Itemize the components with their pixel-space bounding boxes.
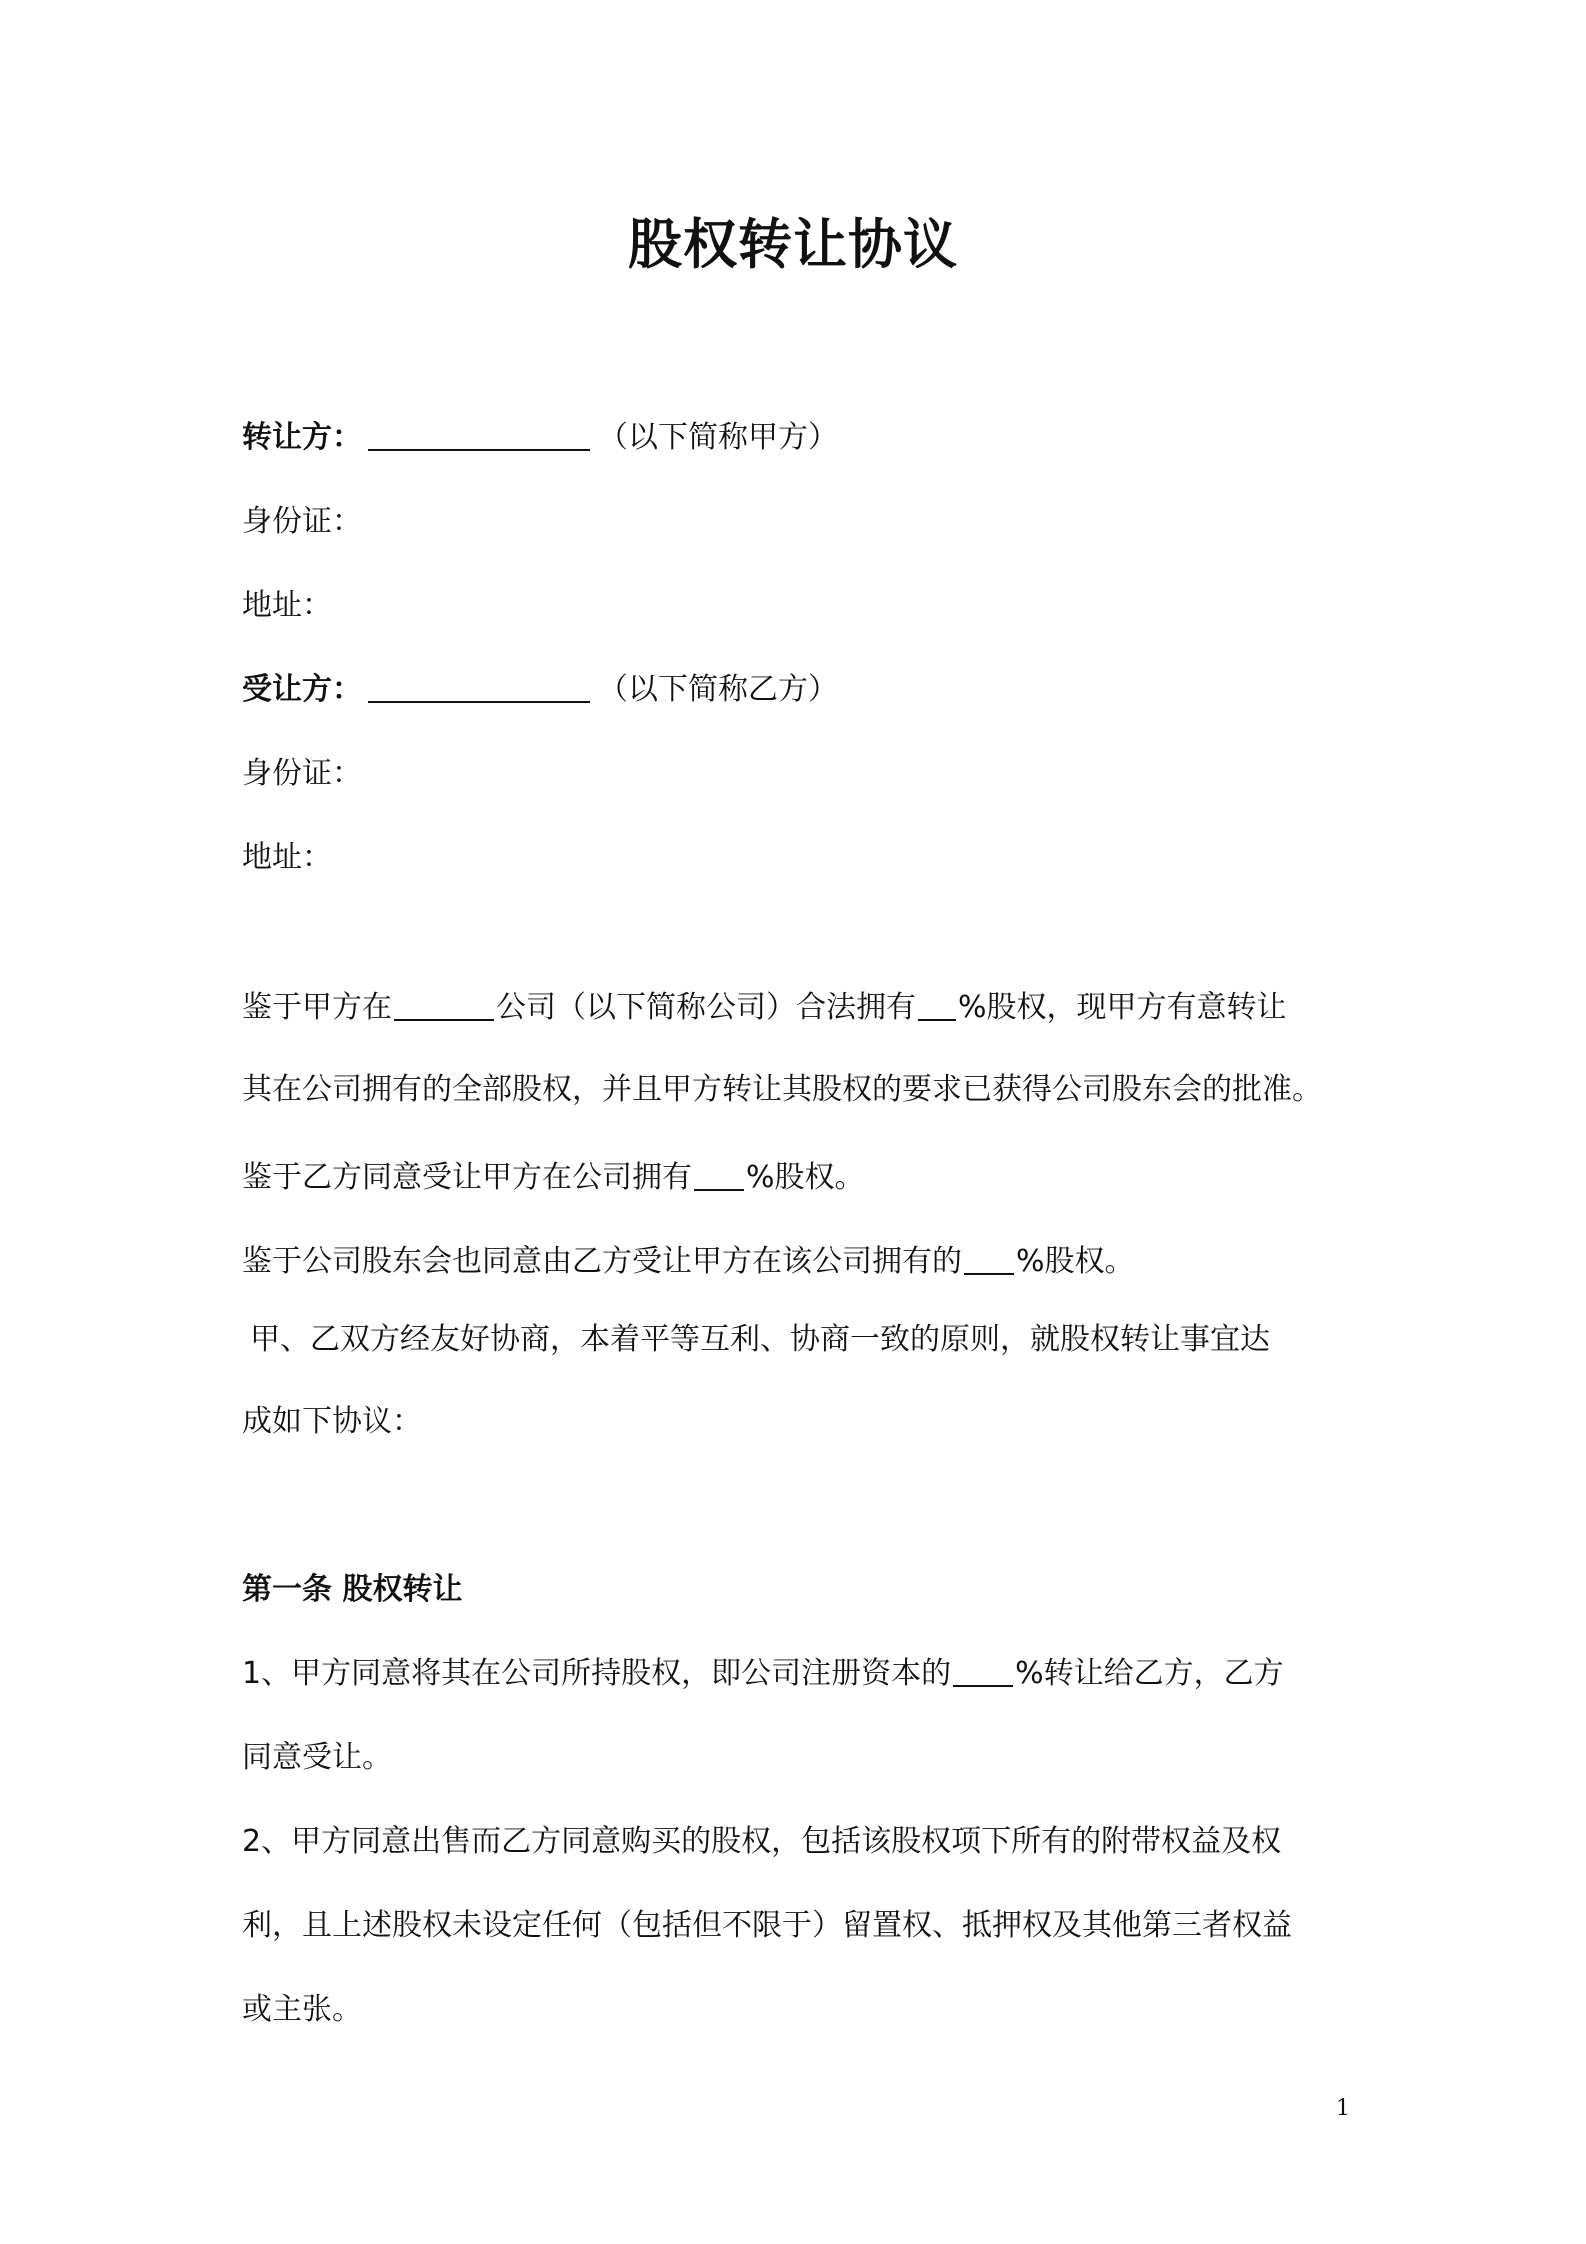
recital-1-text-a: 鉴于甲方在 — [242, 990, 392, 1025]
article-1-item-2-line-1 — [242, 1820, 1281, 1864]
transferee-suffix: （以下简称乙方） — [598, 672, 838, 707]
transferee-id-label: 身份证： — [242, 756, 362, 791]
transferee-name-blank — [368, 671, 590, 703]
transferor-line — [242, 416, 838, 460]
article-1-item-2-text-line1: 2、甲方同意出售而乙方同意购买的股权，包括该股权项下所有的附带权益及权 — [242, 1824, 1282, 1859]
transferee-address-label: 地址： — [242, 840, 332, 875]
transferee-address-line — [242, 836, 332, 880]
share-percent-blank-1 — [918, 989, 956, 1021]
article-1-item-1-line-2 — [242, 1736, 392, 1780]
transferor-address-line — [242, 584, 332, 628]
company-name-blank — [394, 989, 494, 1021]
recital-1-line-2 — [242, 1068, 1322, 1112]
transferor-suffix: （以下简称甲方） — [598, 420, 838, 455]
recital-3-line — [242, 1240, 1135, 1284]
transferor-address-label: 地址： — [242, 588, 332, 623]
article-1-item-1-text-line2: 同意受让。 — [242, 1740, 392, 1775]
transferor-label: 转让方： — [242, 420, 362, 455]
transferee-id-line — [242, 752, 362, 796]
recital-3-text-a: 鉴于公司股东会也同意由乙方受让甲方在该公司拥有的 — [242, 1244, 962, 1279]
page-number: 1 — [1336, 2096, 1350, 2121]
document-title: 股权转让协议 — [628, 213, 958, 276]
article-1-item-2-text-line3: 或主张。 — [242, 1992, 362, 2027]
recital-1-text-line2: 其在公司拥有的全部股权，并且甲方转让其股权的要求已获得公司股东会的批准。 — [242, 1072, 1322, 1107]
article-1-item-1-text-a: 1、甲方同意将其在公司所持股权，即公司注册资本的 — [242, 1656, 952, 1691]
recital-4-text-line2: 成如下协议： — [242, 1404, 422, 1439]
transferor-id-label: 身份证： — [242, 504, 362, 539]
recital-2-text-b: %股权。 — [746, 1160, 865, 1195]
transferor-name-blank — [368, 419, 590, 451]
recital-2-line — [242, 1156, 865, 1200]
transferor-id-line — [242, 500, 362, 544]
recital-3-text-b: %股权。 — [1016, 1244, 1135, 1279]
article-1-item-2-line-2 — [242, 1904, 1292, 1948]
recital-4-line-2 — [242, 1400, 422, 1444]
article-1-item-2-line-3 — [242, 1988, 362, 2032]
transferee-line — [242, 668, 838, 712]
recital-1-text-b: 公司（以下简称公司）合法拥有 — [496, 990, 916, 1025]
article-1-item-1-text-b: %转让给乙方，乙方 — [1015, 1656, 1284, 1691]
share-percent-blank-3 — [964, 1243, 1014, 1275]
registered-capital-percent-blank — [953, 1655, 1013, 1687]
article-1-item-1-line-1 — [242, 1652, 1284, 1696]
transferee-label: 受让方： — [242, 672, 362, 707]
article-1-item-2-text-line2: 利，且上述股权未设定任何（包括但不限于）留置权、抵押权及其他第三者权益 — [242, 1908, 1292, 1943]
recital-4-line-1 — [250, 1318, 1270, 1362]
recital-4-text-line1: 甲、乙双方经友好协商，本着平等互利、协商一致的原则，就股权转让事宜达 — [250, 1322, 1270, 1357]
article-1-heading: 第一条 股权转让 — [242, 1572, 463, 1607]
share-percent-blank-2 — [694, 1159, 744, 1191]
recital-1-line-1 — [242, 986, 1287, 1030]
recital-1-text-c: %股权，现甲方有意转让 — [958, 990, 1287, 1025]
recital-2-text-a: 鉴于乙方同意受让甲方在公司拥有 — [242, 1160, 692, 1195]
